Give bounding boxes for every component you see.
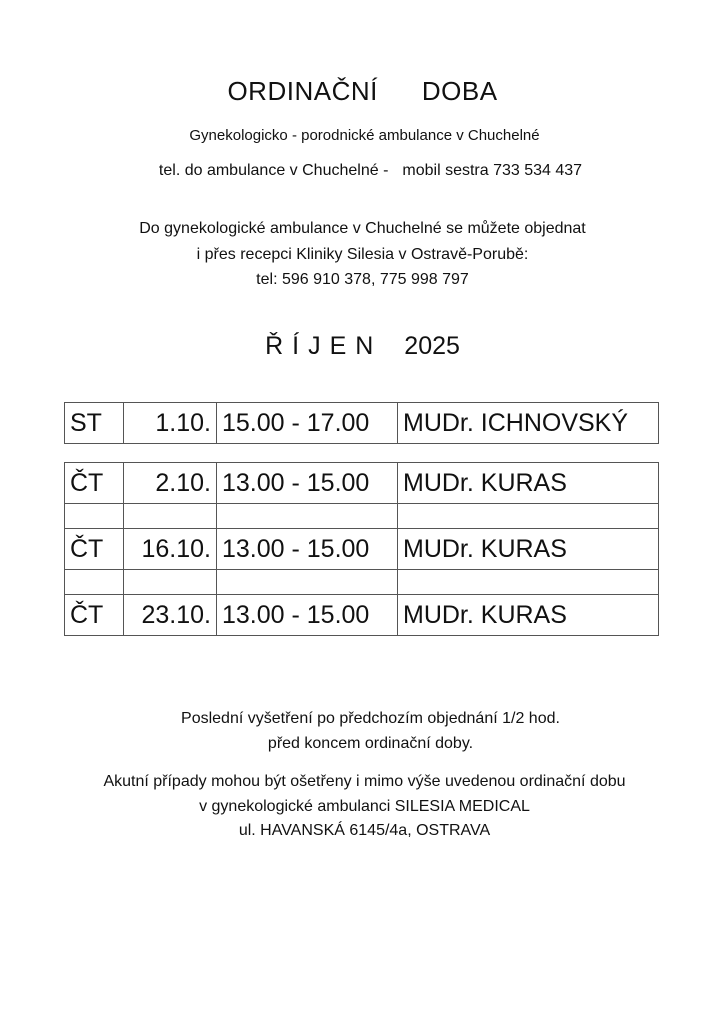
schedule-day: ST <box>65 403 124 444</box>
booking-phone: tel: 596 910 378, 775 998 797 <box>256 271 469 288</box>
empty-cell <box>217 504 398 529</box>
schedule-time: 13.00 - 15.00 <box>217 529 398 570</box>
title-word-2: DOBA <box>421 76 498 106</box>
phone-label: tel. do ambulance v Chuchelné - <box>158 162 389 179</box>
schedule-doctor: MUDr. KURAS <box>398 595 659 636</box>
schedule-row <box>65 595 659 636</box>
month-year: 2025 <box>404 332 460 360</box>
title-word-1: ORDINAČNÍ <box>227 76 378 106</box>
empty-cell <box>124 570 217 595</box>
schedule-doctor: MUDr. ICHNOVSKÝ <box>398 403 659 444</box>
schedule-table-1 <box>64 402 659 444</box>
empty-cell <box>217 570 398 595</box>
month-name: ŘÍJEN <box>265 332 383 360</box>
schedule-time: 15.00 - 17.00 <box>217 403 398 444</box>
schedule-row <box>65 463 659 504</box>
schedule-day: ČT <box>65 463 124 504</box>
note-line-4: v gynekologické ambulanci SILESIA MEDICAL <box>199 798 530 815</box>
booking-line-2: i přes recepci Kliniky Silesia v Ostravě-Porubě: <box>196 246 529 263</box>
note-line-1: Poslední vyšetření po předchozím objednání 1/2 hod. <box>181 710 560 727</box>
schedule-row <box>65 529 659 570</box>
schedule-date: 23.10. <box>124 595 217 636</box>
schedule-doctor: MUDr. KURAS <box>398 463 659 504</box>
schedule-date: 1.10. <box>124 403 217 444</box>
month-heading <box>0 332 725 361</box>
schedule-row <box>65 403 659 444</box>
note-address: ul. HAVANSKÁ 6145/4a, OSTRAVA <box>238 822 491 839</box>
note-line-2: před koncem ordinační doby. <box>267 735 474 752</box>
schedule-spacer-row <box>65 570 659 595</box>
schedule-spacer-row <box>65 504 659 529</box>
empty-cell <box>65 504 124 529</box>
empty-cell <box>398 504 659 529</box>
schedule-time: 13.00 - 15.00 <box>217 595 398 636</box>
schedule-doctor: MUDr. KURAS <box>398 529 659 570</box>
schedule-time: 13.00 - 15.00 <box>217 463 398 504</box>
empty-cell <box>65 570 124 595</box>
schedule-date: 16.10. <box>124 529 217 570</box>
schedule-day: ČT <box>65 595 124 636</box>
empty-cell <box>398 570 659 595</box>
schedule-date: 2.10. <box>124 463 217 504</box>
schedule-table-2 <box>64 462 659 636</box>
note-line-3: Akutní případy mohou být ošetřeny i mimo výše uvedenou ordinační dobu <box>103 773 626 790</box>
phone-value: mobil sestra 733 534 437 <box>402 162 583 179</box>
subtitle: Gynekologicko - porodnické ambulance v Chuchelné <box>189 127 540 144</box>
phone-line <box>8 162 725 180</box>
page-title <box>0 76 725 107</box>
booking-line-1: Do gynekologické ambulance v Chuchelné se můžete objednat <box>139 220 586 237</box>
empty-cell <box>124 504 217 529</box>
schedule-day: ČT <box>65 529 124 570</box>
